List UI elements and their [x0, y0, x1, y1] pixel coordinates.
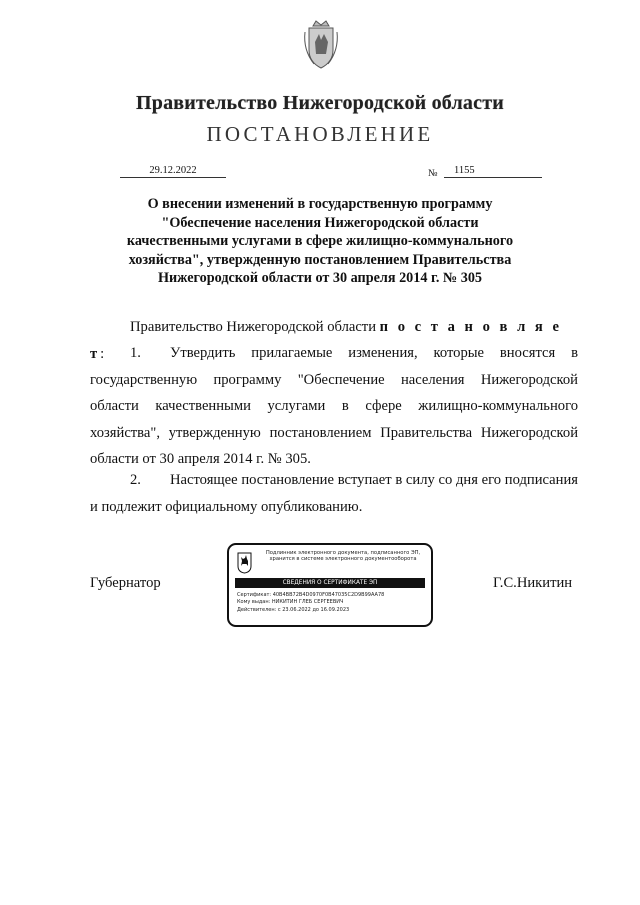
certificate-id: Сертификат: 40B4BB72B4D0970F0B47035C2D9B99AA78 — [237, 592, 385, 598]
document-subject — [100, 195, 540, 288]
certificate-validity: Действителен: с 23.06.2022 до 16.09.2023 — [237, 606, 350, 613]
paragraph-text: Утвердить прилагаемые изменения, которые вносятся в государственную программу "Обеспечение населения Нижегородской области качественными услугами в сфере жилищно-коммунального хозяйства", утвержденную постановлением Правительства Нижегородской области от 30 апреля 2014 г. № 305. — [90, 345, 578, 468]
document-type: ПОСТАНОВЛЕНИЕ — [206, 122, 434, 146]
signatory-name: Г.С.Никитин — [493, 575, 573, 591]
subject-line: Нижегородской области от 30 апреля 2014 г. № 305 — [157, 270, 483, 287]
stamp-note-line: Подлинник электронного документа, подписанного ЭП, — [265, 550, 421, 556]
deer-emblem-icon — [237, 552, 252, 574]
coat-of-arms-icon — [302, 20, 340, 70]
document-date: 29.12.2022 — [120, 165, 226, 178]
intro-lead: Правительство Нижегородской области — [130, 319, 380, 335]
government-name: Правительство Нижегородской области — [136, 92, 504, 114]
subject-line: качественными услугами в сфере жилищно-коммунального — [126, 233, 514, 250]
stamp-note — [257, 550, 429, 563]
paragraph-number: 2. — [130, 472, 141, 488]
subject-line: О внесении изменений в государственную программу — [147, 196, 493, 212]
paragraph-2 — [90, 467, 578, 520]
intro-resolves: п о с т а н о в л я е т — [90, 319, 562, 362]
number-sign: № — [428, 168, 438, 179]
stamp-note-line: хранится в системе электронного документооборота — [269, 556, 417, 563]
subject-line: хозяйства", утвержденную постановлением Правительства — [128, 251, 512, 268]
intro-tail: : — [100, 345, 105, 362]
certificate-header: СВЕДЕНИЯ О СЕРТИФИКАТЕ ЭП — [235, 578, 425, 588]
signatory-role: Губернатор — [90, 575, 161, 591]
certificate-details — [237, 592, 384, 614]
paragraph-number: 1. — [130, 345, 141, 361]
subject-line: "Обеспечение населения Нижегородской области — [161, 214, 479, 231]
document-number: 1155 — [444, 165, 542, 178]
paragraph-1 — [90, 340, 578, 473]
certificate-owner: Кому выдан: НИКИТИН ГЛЕБ СЕРГЕЕВИЧ — [237, 599, 344, 606]
electronic-signature-stamp — [227, 543, 433, 627]
paragraph-text: Настоящее постановление вступает в силу со дня его подписания и подлежит официальному опубликованию. — [90, 472, 578, 515]
